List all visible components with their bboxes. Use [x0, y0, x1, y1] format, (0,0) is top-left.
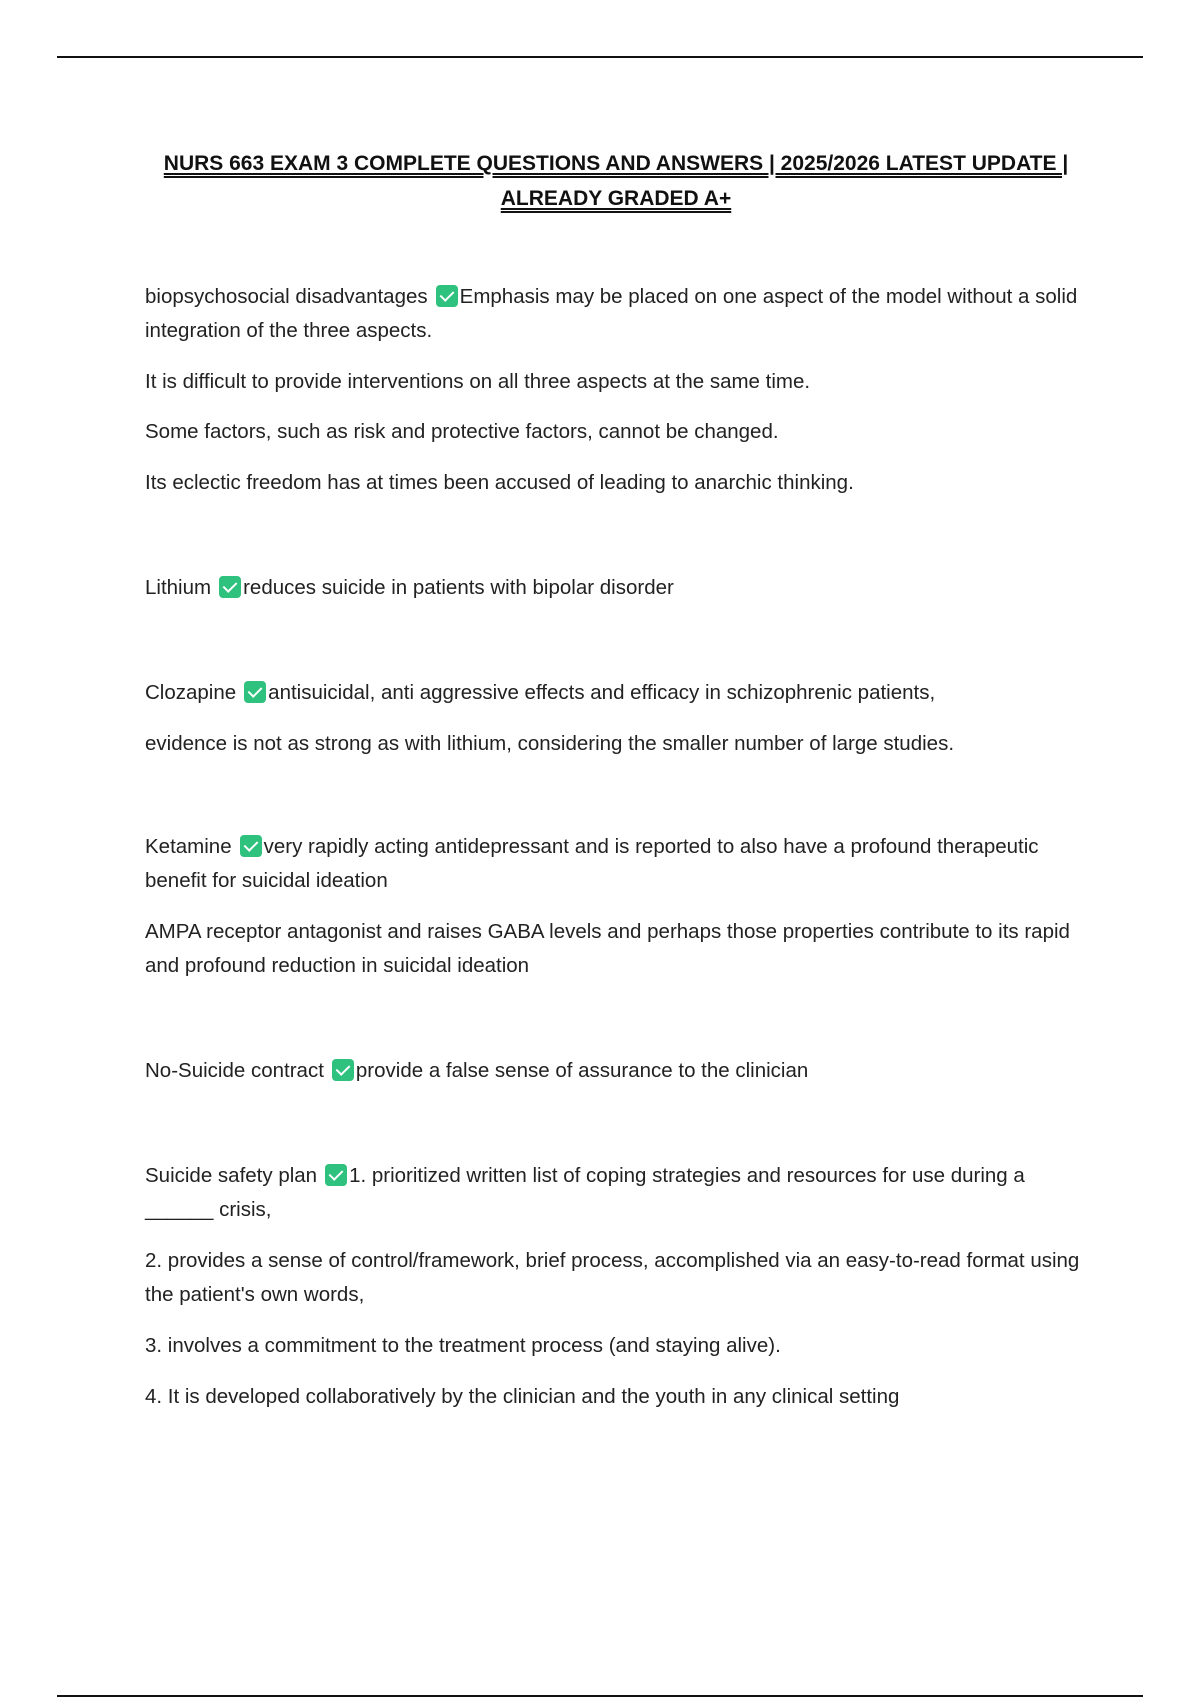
title-line-2: ALREADY GRADED A+: [500, 187, 732, 210]
qa-entry: [145, 1054, 1095, 1088]
check-mark-icon: [436, 285, 458, 307]
question-term: Clozapine: [145, 681, 237, 704]
answer-extra: AMPA receptor antagonist and raises GABA levels and perhaps those properties contribute to its rapid and profound reduction in suicidal ideation: [145, 920, 1070, 977]
top-rule: [57, 56, 1143, 58]
question-term: Lithium: [145, 576, 212, 599]
answer-text: very rapidly acting antidepressant and is reported to also have a profound therapeutic benefit for suicidal ideation: [145, 835, 1039, 892]
bottom-rule: [57, 1695, 1143, 1697]
qa-entry: [145, 676, 1095, 710]
answer-text: reduces suicide in patients with bipolar disorder: [243, 576, 674, 599]
document-title: [140, 146, 1092, 216]
answer-text: 1. prioritized written list of coping strategies and resources for use during a ______ crisis,: [145, 1164, 1025, 1221]
check-mark-icon: [219, 576, 241, 598]
check-mark-icon: [240, 835, 262, 857]
answer-extra: 3. involves a commitment to the treatment process (and staying alive).: [145, 1334, 781, 1357]
answer-extra: It is difficult to provide interventions on all three aspects at the same time.: [145, 370, 811, 393]
question-term: Ketamine: [145, 835, 232, 858]
question-term: No-Suicide contract: [145, 1059, 324, 1082]
title-line-1: NURS 663 EXAM 3 COMPLETE QUESTIONS AND ANSWERS | 2025/2026 LATEST UPDATE |: [163, 152, 1069, 175]
check-mark-icon: [332, 1059, 354, 1081]
answer-extra: 4. It is developed collaboratively by the clinician and the youth in any clinical setting: [145, 1385, 900, 1408]
qa-entry: [145, 280, 1095, 348]
check-mark-icon: [325, 1164, 347, 1186]
check-mark-icon: [244, 681, 266, 703]
answer-text: Emphasis may be placed on one aspect of the model without a solid integration of the three aspects.: [145, 285, 1078, 342]
answer-extra: Some factors, such as risk and protective factors, cannot be changed.: [145, 420, 779, 443]
answer-text: antisuicidal, anti aggressive effects and efficacy in schizophrenic patients,: [268, 681, 936, 704]
question-term: biopsychosocial disadvantages: [145, 285, 428, 308]
answer-extra: 2. provides a sense of control/framework, brief process, accomplished via an easy-to-read format using the patient's own words,: [145, 1249, 1080, 1306]
question-term: Suicide safety plan: [145, 1164, 318, 1187]
answer-extra: Its eclectic freedom has at times been accused of leading to anarchic thinking.: [145, 471, 854, 494]
qa-entry: [145, 1159, 1095, 1227]
answer-extra: evidence is not as strong as with lithium, considering the smaller number of large studies.: [145, 732, 955, 755]
qa-entry: [145, 830, 1095, 898]
qa-entry: [145, 571, 1095, 605]
answer-text: provide a false sense of assurance to the clinician: [355, 1059, 809, 1082]
